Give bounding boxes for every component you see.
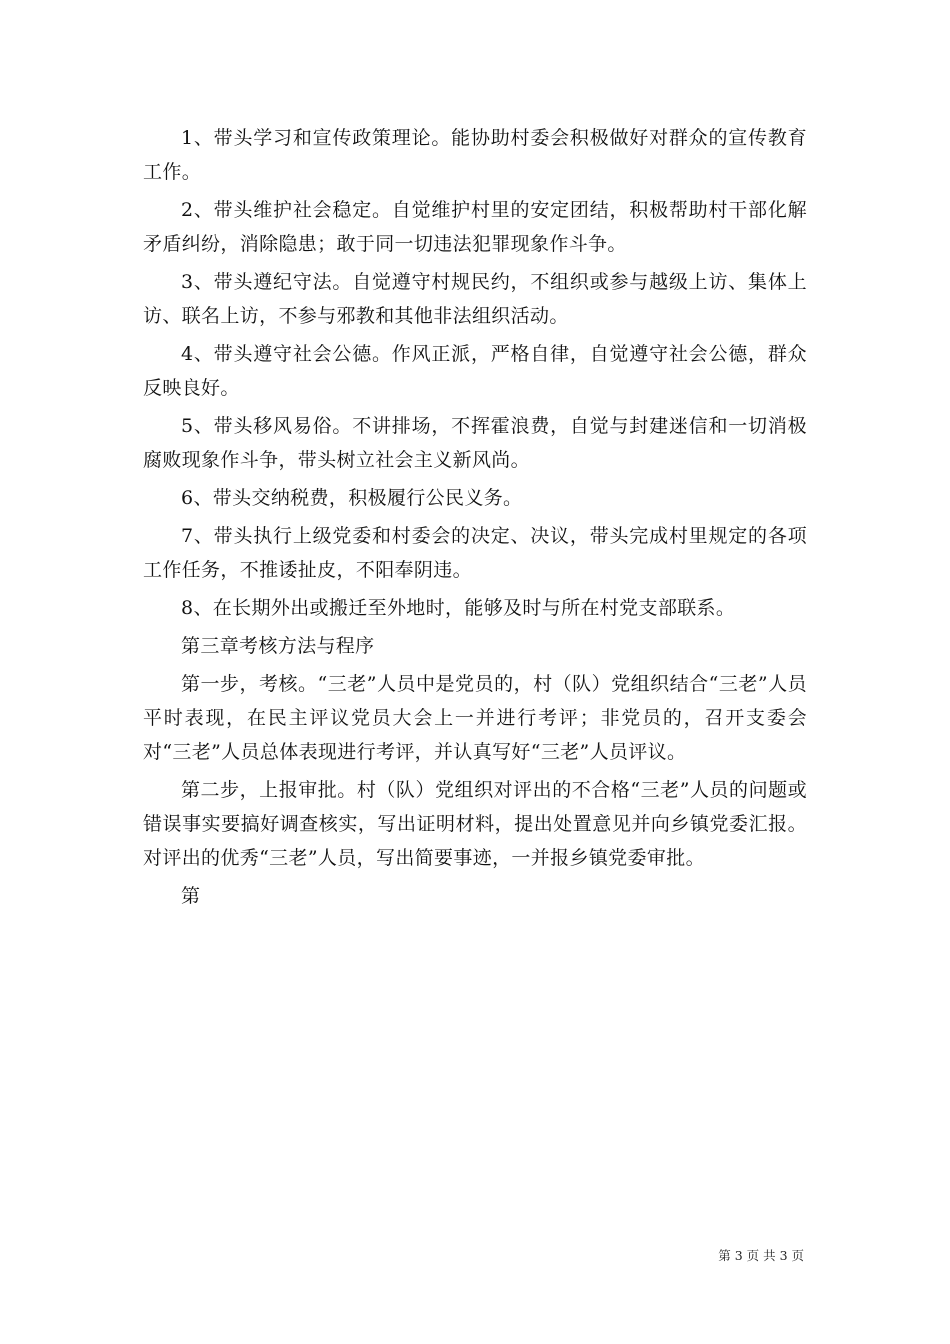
paragraph-item-5: 5、带头移风易俗。不讲排场，不挥霍浪费，自觉与封建迷信和一切消极腐败现象作斗争，带头树立社会主义新风尚。 xyxy=(143,415,807,471)
paragraph-item-4: 4、带头遵守社会公德。作风正派，严格自律，自觉遵守社会公德，群众反映良好。 xyxy=(143,343,807,399)
chapter-heading: 第三章考核方法与程序 xyxy=(181,635,375,657)
paragraph-item-7: 7、带头执行上级党委和村委会的决定、决议，带头完成村里规定的各项工作任务，不推诿扯皮，不阳奉阴违。 xyxy=(143,525,807,581)
truncated-paragraph: 第 xyxy=(181,885,201,907)
paragraph-item-1: 1、带头学习和宣传政策理论。能协助村委会积极做好对群众的宣传教育工作。 xyxy=(143,127,807,183)
paragraph-item-2: 2、带头维护社会稳定。自觉维护村里的安定团结，积极帮助村干部化解矛盾纠纷，消除隐患；敢于同一切违法犯罪现象作斗争。 xyxy=(143,199,807,255)
paragraph-item-8: 8、在长期外出或搬迁至外地时，能够及时与所在村党支部联系。 xyxy=(181,597,736,619)
document-body xyxy=(143,121,807,917)
paragraph-item-6: 6、带头交纳税费，积极履行公民义务。 xyxy=(181,487,523,509)
procedure-step-2: 第二步，上报审批。村（队）党组织对评出的不合格“三老”人员的问题或错误事实要搞好调查核实，写出证明材料，提出处置意见并向乡镇党委汇报。对评出的优秀“三老”人员，写出简要事迹，一并报乡镇党委审批。 xyxy=(143,779,807,869)
procedure-step-1: 第一步，考核。“三老”人员中是党员的，村（队）党组织结合“三老”人员平时表现，在民主评议党员大会上一并进行考评；非党员的，召开支委会对“三老”人员总体表现进行考评，并认真写好“三老”人员评议。 xyxy=(143,673,807,763)
page-number-footer: 第 3 页 共 3 页 xyxy=(718,1248,804,1263)
paragraph-item-3: 3、带头遵纪守法。自觉遵守村规民约，不组织或参与越级上访、集体上访、联名上访，不参与邪教和其他非法组织活动。 xyxy=(143,271,807,327)
